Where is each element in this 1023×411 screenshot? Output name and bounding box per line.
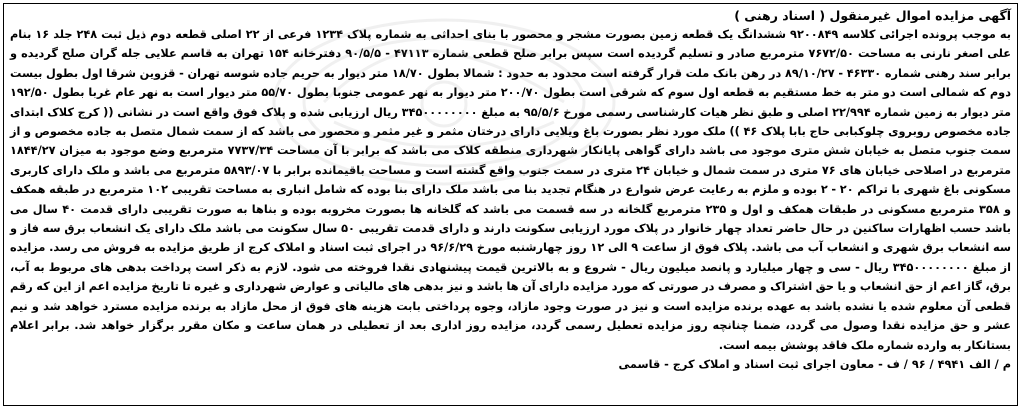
- auction-notice: [3, 3, 1018, 406]
- notice-body: به موجب پرونده اجرائی کلاسه ۹۲۰۰۸۴۹ ششدانگ یک قطعه زمین بصورت مشجر و محصور با بنای احداثی به شماره پلاک ۱۲۳۴ فرعی از ۲۲ اصلی قطعه دوم ذیل ثبت ۲۴۸ جلد ۱۶ بنام علی اصغر نارنی به مساحت ۷۶۷۲/۵۰ مترمربع صادر و تسلیم گردیده است سپس برابر صلح قطعی شماره ۴۷۱۱۳ - ۹۰/۵/۵ دفترخانه ۱۵۴ تهران به قاسم علایی جله گران صلح گردیده و برابر سند رهنی شماره ۴۶۳۳۰ - ۸۹/۱۰/۲۷ در رهن بانک ملت قرار گرفته است محدود به حدود : شمالا بطول ۱۸/۷۰ متر دیوار به حریم جاده شوسه تهران - قزوین شرقا اول بطول بیست دوم که شمالی است دو متر به خط مستقیم به قطعه اول سوم که شرقی است بطول ۲۰۰/۷۰ متر دیوار به نهر عمومی جنوبا بطول ۵۵/۷۰ متر دیوار است به نهر عام غربا بطول ۱۹۲/۵۰ متر دیوار به زمین شماره ۲۲/۹۹۴ اصلی و طبق نظر هیات کارشناسی رسمی مورخ ۹۵/۵/۶ به مبلغ ۳۴۵۰۰۰۰۰۰۰۰ ریال ارزیابی شده و پلاک فوق واقع است در نشانی (( کرج کلاک ابتدای جاده مخصوص روبروی چلوکبابی حاج بابا پلاک ۴۶ )) ملک مورد نظر بصورت باغ ویلایی دارای درختان مثمر و غیر مثمر و محصور می باشد که از سمت شمال متصل به جاده مخصوص و از سمت جنوب متصل به خیابان شش متری موجود می باشد دارای گواهی پایانکار شهرداری منطقه کلاک می باشد که برابر با آن مساحت ۷۷۳۷/۳۴ مترمربع وضع موجود به میزان ۱۸۴۴/۲۷ مترمربع در اصلاحی خیابان های ۷۶ متری در سمت شمال و خیابان ۲۴ متری در سمت جنوب واقع گشته است و مساحت باقیمانده برابر با ۵۸۹۳/۰۷ مترمربع می باشد و ملک دارای کاربری مسکونی باغ شهری با تراکم ۲۰ - ۲ بوده و ملزم به رعایت عرض شوارع در هنگام تجدید بنا می باشد ملک دارای بنا بوده که شامل انباری به مساحت تقریبی ۱۰۲ مترمربع در طبقه همکف و ۳۵۸ مترمربع مسکونی در طبقات همکف و اول و ۲۳۵ مترمربع گلخانه در سه قسمت می باشد که گلخانه ها بصورت مخروبه بوده و بناها به صورت تقریبی دارای قدمت ۴۰ سال می باشد حسب اظهارات ساکنین در حال حاضر تعداد چهار خانوار در پلاک مورد ارزیابی سکونت دارند و دارای قدمت تقریبی ۵۰ سال سکونت می باشد ملک دارای یک انشعاب برق سه فاز و سه انشعاب برق شهری و انشعاب آب می باشد. پلاک فوق از ساعت ۹ الی ۱۲ روز چهارشنبه مورخ ۹۶/۶/۲۹ در اجرای ثبت اسناد و املاک کرج از طریق مزایده به فروش می رسد. مزایده از مبلغ ۳۴۵۰۰۰۰۰۰۰۰ ریال - سی و چهار میلیارد و پانصد میلیون ریال - شروع و به بالاترین قیمت پیشنهادی نقدا فروخته می شود. لازم به ذکر است پرداخت بدهی های مربوط به آب، برق، گاز اعم از حق انشعاب و یا حق اشتراک و مصرف در صورتی که مورد مزایده دارای آن ها باشد و نیز بدهی های مالیاتی و عوارض شهرداری و غیره تا تاریخ مزایده اعم از این که رقم قطعی آن معلوم شده یا نشده باشد به عهده برنده مزایده است و نیز در صورت وجود مازاد، وجوه پرداختی بابت هزینه های فوق از محل مازاد به برنده مزایده مسترد خواهد شد و نیم عشر و حق مزایده نقدا وصول می گردد، ضمنا چنانچه روز مزایده تعطیل رسمی گردد، مزایده روز اداری بعد از تعطیلی در همان ساعت و مکان مقرر برگزار خواهد شد. برابر اعلام بستانکار به وارده شماره ملک فاقد پوشش بیمه است.: [10, 28, 1012, 352]
- notice-reference: م / الف ۴۹۴۱ / ۹۶ / ف - معاون اجرای ثبت اسناد و املاک کرج - قاسمی: [618, 357, 1011, 371]
- notice-title: آگهی مزایده اموال غیرمنقول ( اسناد رهنی ): [734, 8, 1011, 23]
